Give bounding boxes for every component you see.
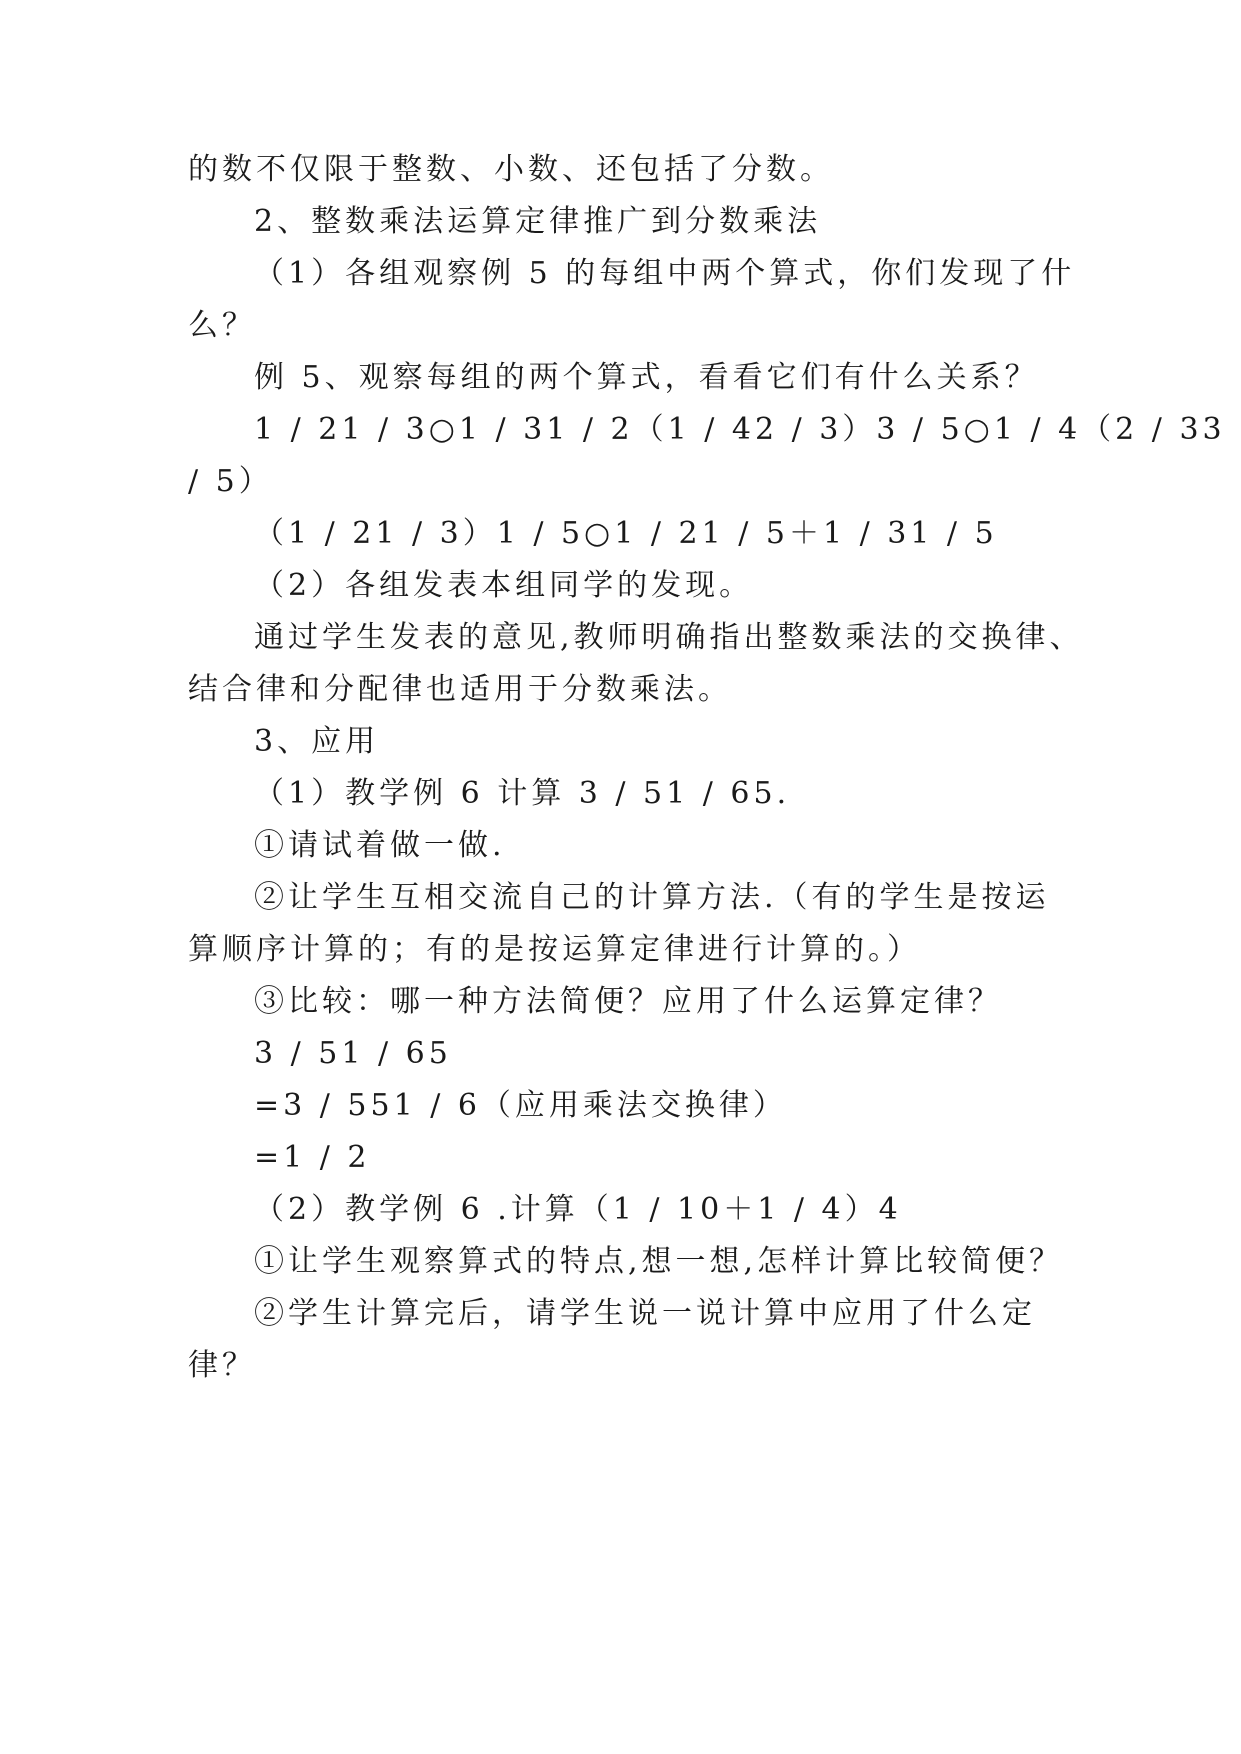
instruction-5-line-2: 律？	[188, 1348, 256, 1383]
calculation-step-3: =1 / 2	[254, 1140, 371, 1175]
example-5-expression-line-2: / 5）	[188, 464, 273, 499]
paragraph-line-1: 的数不仅限于整数、小数、还包括了分数。	[188, 152, 834, 187]
section-heading-3: 3、应用	[254, 724, 380, 759]
example-6-part-2: （2）教学例 6 .计算（1 / 10＋1 / 4）4	[254, 1192, 902, 1227]
conclusion-line-2: 结合律和分配律也适用于分数乘法。	[188, 672, 732, 707]
step-1-question-line-1: （1）各组观察例 5 的每组中两个算式，你们发现了什	[254, 256, 1076, 291]
instruction-3: ③比较：哪一种方法简便？应用了什么运算定律？	[254, 984, 1002, 1019]
example-5-heading: 例 5、观察每组的两个算式，看看它们有什么关系？	[254, 360, 1039, 395]
conclusion-line-1: 通过学生发表的意见,教师明确指出整数乘法的交换律、	[254, 620, 1084, 655]
example-6-part-1: （1）教学例 6 计算 3 / 51 / 65.	[254, 776, 791, 811]
section-heading-2: 2、整数乘法运算定律推广到分数乘法	[254, 204, 822, 239]
calculation-step-2: =3 / 551 / 6（应用乘法交换律）	[254, 1088, 787, 1123]
step-2-text: （2）各组发表本组同学的发现。	[254, 568, 754, 603]
example-5-expression-line-1: 1 / 21 / 3○1 / 31 / 2（1 / 42 / 3）3 / 5○1 / 4（2 / 33	[254, 412, 1226, 447]
calculation-step-1: 3 / 51 / 65	[254, 1036, 452, 1071]
instruction-2-line-1: ②让学生互相交流自己的计算方法.（有的学生是按运	[254, 880, 1050, 915]
instruction-4: ①让学生观察算式的特点,想一想,怎样计算比较简便？	[254, 1244, 1064, 1279]
instruction-1: ①请试着做一做.	[254, 828, 506, 863]
instruction-5-line-1: ②学生计算完后，请学生说一说计算中应用了什么定	[254, 1296, 1036, 1331]
example-5-expression-line-3: （1 / 21 / 3）1 / 5○1 / 21 / 5＋1 / 31 / 5	[254, 516, 998, 551]
step-1-question-line-2: 么？	[188, 308, 256, 343]
instruction-2-line-2: 算顺序计算的；有的是按运算定律进行计算的。）	[188, 932, 921, 967]
